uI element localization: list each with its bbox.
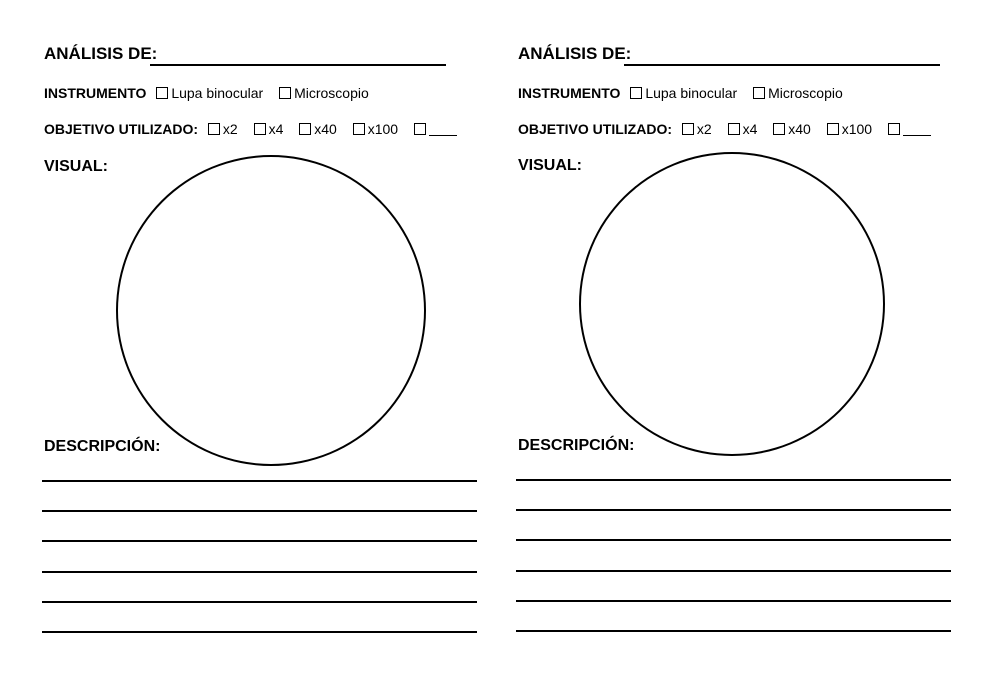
option-x100: x100 xyxy=(841,121,873,137)
other-objective-blank[interactable] xyxy=(903,123,931,136)
option-microscopio: Microscopio xyxy=(294,85,369,101)
option-x100: x100 xyxy=(367,121,399,137)
visual-label: VISUAL: xyxy=(44,158,108,175)
description-label: DESCRIPCIÓN: xyxy=(518,437,635,454)
option-x40: x40 xyxy=(314,121,337,137)
option-lupa-binocular: Lupa binocular xyxy=(171,85,264,101)
option-x40: x40 xyxy=(788,121,811,137)
instrument-label: INSTRUMENTO xyxy=(518,85,621,101)
objective-label: OBJETIVO UTILIZADO: xyxy=(518,121,672,137)
description-line[interactable] xyxy=(516,539,951,541)
description-line[interactable] xyxy=(516,570,951,572)
instrument-row xyxy=(518,85,843,101)
checkbox-lupa[interactable] xyxy=(630,87,642,99)
visual-circle[interactable] xyxy=(579,152,885,456)
analysis-blank-line[interactable] xyxy=(624,64,940,66)
description-line[interactable] xyxy=(516,509,951,511)
objective-row xyxy=(518,121,931,137)
option-microscopio: Microscopio xyxy=(768,85,843,101)
checkbox-x4[interactable] xyxy=(728,123,740,135)
description-line[interactable] xyxy=(516,479,951,481)
visual-label: VISUAL: xyxy=(518,157,582,174)
checkbox-x100[interactable] xyxy=(827,123,839,135)
checkbox-x2[interactable] xyxy=(682,123,694,135)
objective-label: OBJETIVO UTILIZADO: xyxy=(44,121,198,137)
analysis-title: ANÁLISIS DE: xyxy=(518,44,632,63)
description-line[interactable] xyxy=(516,630,951,632)
instrument-label: INSTRUMENTO xyxy=(44,85,147,101)
checkbox-microscopio[interactable] xyxy=(753,87,765,99)
option-x2: x2 xyxy=(222,121,238,137)
analysis-title: ANÁLISIS DE: xyxy=(44,44,158,63)
option-x4: x4 xyxy=(742,121,758,137)
option-lupa-binocular: Lupa binocular xyxy=(645,85,738,101)
option-x4: x4 xyxy=(268,121,284,137)
option-x2: x2 xyxy=(696,121,712,137)
description-label: DESCRIPCIÓN: xyxy=(44,438,161,455)
description-line[interactable] xyxy=(516,600,951,602)
checkbox-x40[interactable] xyxy=(773,123,785,135)
checkbox-other[interactable] xyxy=(888,123,900,135)
